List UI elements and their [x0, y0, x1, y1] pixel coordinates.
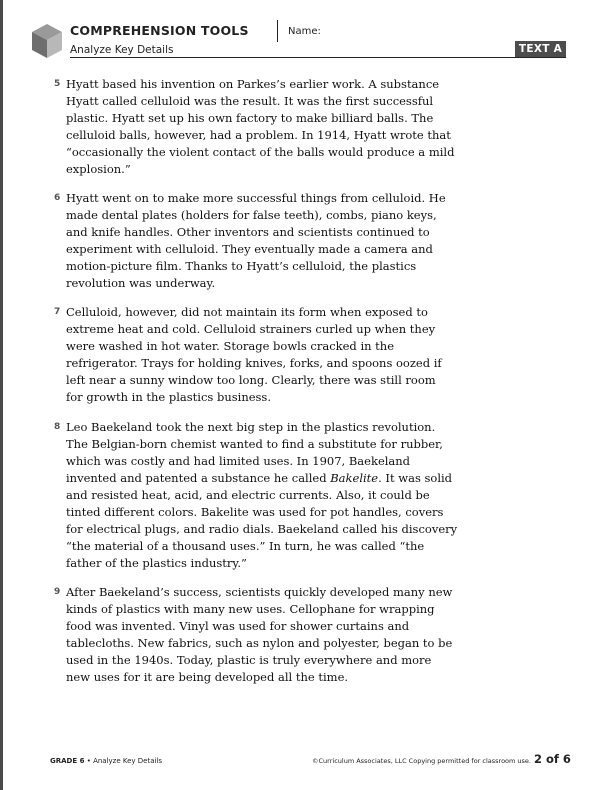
text-line: motion-picture film. Thanks to Hyatt’s celluloid, the plastics: [66, 259, 417, 273]
text-line: kinds of plastics with many new uses. Cellophane for wrapping: [66, 602, 435, 616]
text-line: for electrical plugs, and radio dials. Baekeland called his discovery: [66, 522, 458, 536]
text-line: tinted different colors. Bakelite was used for pot handles, covers: [66, 505, 444, 519]
header-subtitle: Analyze Key Details: [70, 44, 174, 56]
text-line: After Baekeland’s success, scientists quickly developed many new: [66, 585, 453, 599]
text-line: celluloid balls, however, had a problem. In 1914, Hyatt wrote that: [66, 128, 451, 142]
italic-term: Bakelite: [330, 471, 379, 485]
text-line: used in the 1940s. Today, plastic is truly everywhere and more: [66, 653, 432, 667]
paragraph-text: [66, 190, 446, 292]
footer-separator: •: [86, 757, 91, 765]
text-line: which was costly and had limited uses. In 1907, Baekeland: [66, 454, 411, 468]
footer-grade-skill: [50, 757, 162, 765]
footer-grade: GRADE 6: [50, 757, 85, 765]
text-line: were washed in hot water. Storage bowls cracked in the: [66, 339, 395, 353]
paragraph-number: 7: [54, 307, 61, 317]
text-line: Hyatt called celluloid was the result. It was the first successful: [66, 94, 434, 108]
text-line: made dental plates (holders for false teeth), combs, piano keys,: [66, 208, 437, 222]
paragraph-number: 6: [54, 193, 61, 203]
header-title: COMPREHENSION TOOLS: [70, 23, 249, 38]
paragraph-number: 9: [54, 587, 61, 597]
cube-logo-icon: [30, 22, 64, 60]
paragraph-text: [66, 584, 453, 686]
text-line: revolution was underway.: [66, 276, 216, 290]
text-line: refrigerator. Trays for holding knives, forks, and spoons oozed if: [66, 356, 442, 370]
footer-skill: Analyze Key Details: [93, 757, 163, 765]
text-line: Hyatt went on to make more successful things from celluloid. He: [66, 191, 446, 205]
paragraph-number: 8: [54, 422, 61, 432]
paragraph-number: 5: [54, 79, 61, 89]
text-line: food was invented. Vinyl was used for shower curtains and: [66, 619, 410, 633]
text-line: tablecloths. New fabrics, such as nylon and polyester, began to be: [66, 636, 453, 650]
text-line: new uses for it are being developed all the time.: [66, 670, 349, 684]
text-line: left near a sunny window too long. Clearly, there was still room: [66, 373, 436, 387]
text-line: experiment with celluloid. They eventually made a camera and: [66, 242, 433, 256]
name-label: Name:: [288, 26, 321, 37]
text-line: extreme heat and cold. Celluloid strainers curled up when they: [66, 322, 436, 336]
paragraph-text: [66, 419, 458, 572]
text-badge: TEXT A: [515, 41, 566, 57]
page-number: 2 of 6: [534, 752, 571, 766]
text-line: Leo Baekeland took the next big step in the plastics revolution.: [66, 420, 436, 434]
text-line: and knife handles. Other inventors and scientists continued to: [66, 225, 430, 239]
header-rule: [70, 57, 566, 58]
text-line: Celluloid, however, did not maintain its form when exposed to: [66, 305, 428, 319]
text-line: The Belgian-born chemist wanted to find a substitute for rubber,: [66, 437, 443, 451]
text-line: “occasionally the violent contact of the balls would produce a mild: [66, 145, 455, 159]
text-line: plastic. Hyatt set up his own factory to make billiard balls. The: [66, 111, 434, 125]
footer-copyright: ©Curriculum Associates, LLC Copying permitted for classroom use.: [312, 757, 531, 765]
text-line: for growth in the plastics business.: [66, 390, 271, 404]
paragraph-text: [66, 76, 455, 178]
text-line: “the material of a thousand uses.” In turn, he was called “the: [66, 539, 425, 553]
header-divider: [277, 20, 278, 42]
text-line: Hyatt based his invention on Parkes’s earlier work. A substance: [66, 77, 440, 91]
text-line: father of the plastics industry.”: [66, 556, 247, 570]
paragraph-text: [66, 304, 442, 406]
text-line: explosion.”: [66, 162, 131, 176]
page-edge: [0, 0, 3, 790]
text-line: and resisted heat, acid, and electric currents. Also, it could be: [66, 488, 430, 502]
text-line: invented and patented a substance he called Bakelite. It was solid: [66, 471, 453, 485]
